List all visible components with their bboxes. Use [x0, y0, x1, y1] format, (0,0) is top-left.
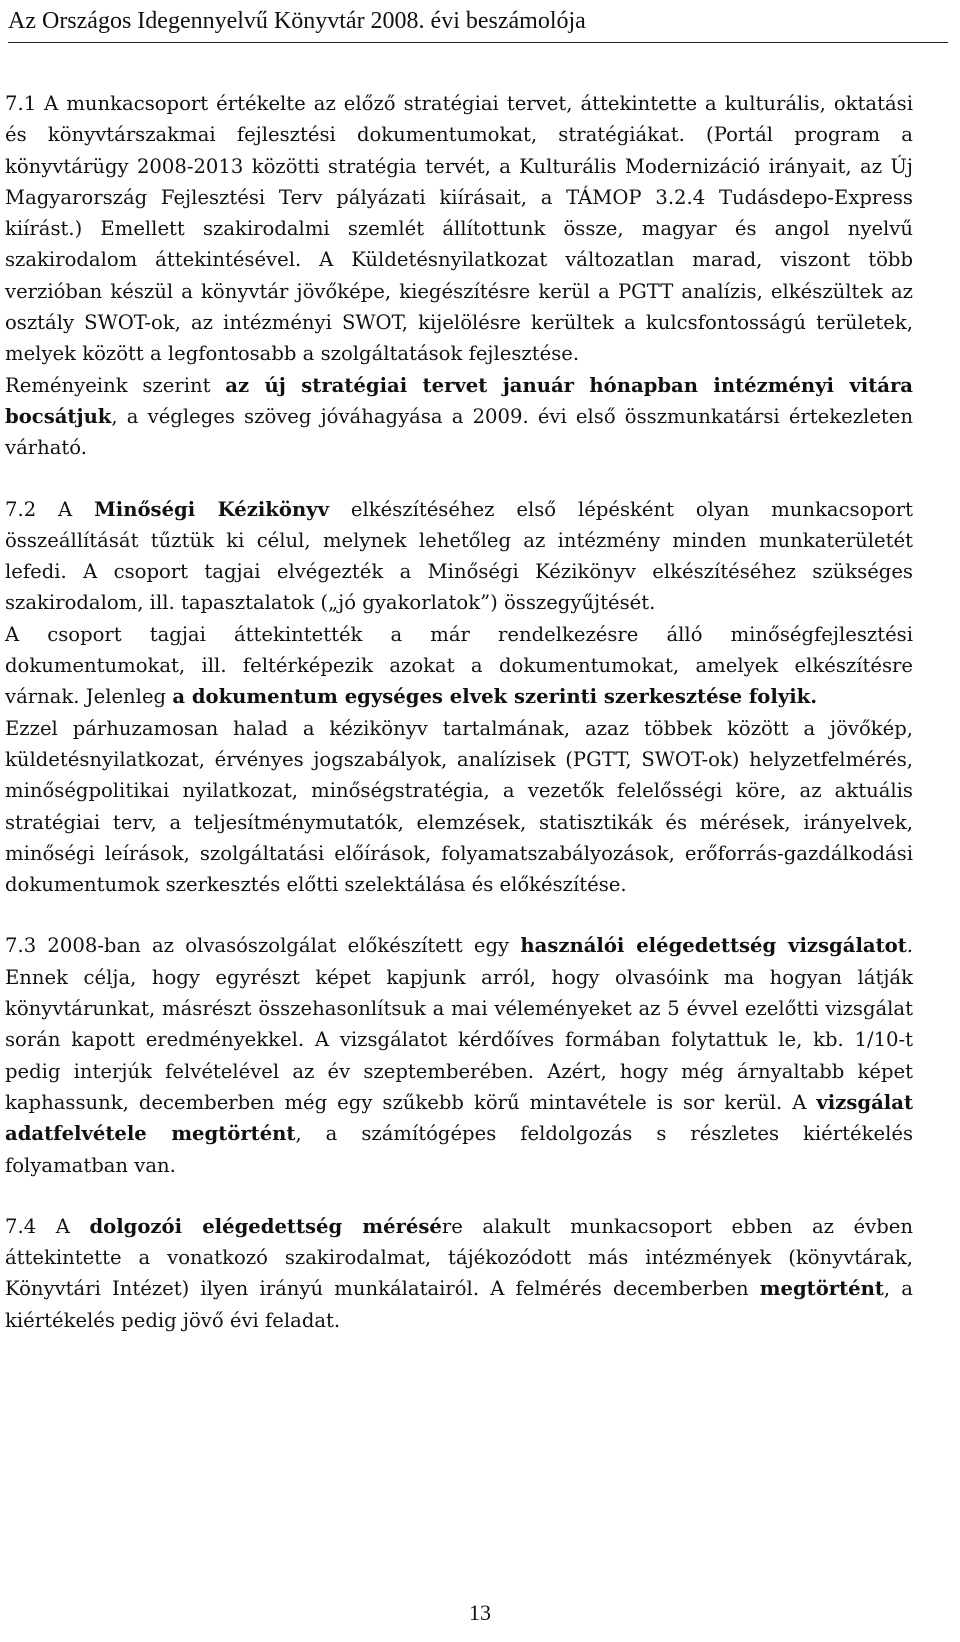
paragraph-gap	[5, 464, 913, 494]
paragraph-gap	[5, 900, 913, 930]
bold-span: használói elégedettség vizsgálatot	[520, 934, 907, 958]
text-span: 7.2 A	[5, 497, 95, 521]
paragraph-7-2	[5, 494, 913, 619]
bold-span: a dokumentum egységes elvek szerinti szerkesztése folyik.	[172, 685, 818, 709]
text-span: , a kiértékelés pedig jövő évi feladat.	[5, 1277, 913, 1332]
page-footer	[0, 1600, 960, 1626]
paragraph-7-1	[5, 88, 913, 370]
text-span: , a végleges szöveg jóváhagyása a 2009. évi első összmunkatársi értekezleten várható.	[5, 404, 913, 460]
page-header	[8, 6, 948, 43]
text-span: 7.3 2008-ban az olvasószolgálat előkészített egy	[5, 934, 521, 958]
paragraph-7-4	[5, 1211, 913, 1336]
bold-span: megtörtént	[759, 1277, 884, 1301]
paragraph-7-2-documents	[5, 619, 913, 713]
header-title: Az Országos Idegennyelvű Könyvtár 2008. évi beszámolója	[8, 8, 586, 34]
document-body	[5, 88, 913, 1336]
text-span: 7.4 A	[5, 1214, 90, 1238]
bold-span: az új stratégiai tervet január hónapban intézményi vitára bocsátjuk	[5, 373, 913, 428]
text-span: Reményeink szerint	[5, 373, 226, 397]
paragraph-7-2-handbook	[5, 713, 913, 901]
text-span: A csoport tagjai áttekintették a már rendelkezésre álló minőségfejlesztési dokumentumokat, ill. feltérképezik azokat a dokumentumokat, amelyek elkészítésre várnak. Jelenleg	[5, 622, 913, 709]
text-span: 7.1 A munkacsoport értékelte az előző stratégiai tervet, áttekintette a kulturális, oktatási és könyvtárszakmai fejlesztési dokumentumokat, stratégiákat. (Portál program a könyvtárügy 2008-2013 közötti stratégia tervét, a Kulturális Modernizáció irányait, az Új Magyarország Fejlesztési Terv pályázati kiírásait, a TÁMOP 3.2.4 Tudásdepo-Express kiírást.) Emellett szakirodalmi szemlét állítottunk össze, magyar és angol nyelvű szakirodalom áttekintésével. A Küldetésnyilatkozat változatlan marad, viszont több verzióban készül a könyvtár jövőképe, kiegészítésre kerül a PGTT analízis, elkészültek az osztály SWOT-ok, az intézményi SWOT, kijelölésre kerültek a kulcsfontosságú területek, melyek között a legfontosabb a szolgáltatások fejlesztése.	[5, 92, 913, 366]
text-span: . Ennek célja, hogy egyrészt képet kapjunk arról, hogy olvasóink ma hogyan látják könyvtárunkat, másrészt összehasonlítsuk a mai véleményeket az 5 évvel ezelőtti vizsgálat során kapott eredményekkel. A vizsgálatot kérdőíves formában folytattuk le, kb. 1/10-t pedig interjúk felvételével az év szeptemberében. Azért, hogy még árnyaltabb képet kaphassunk, decemberben még egy szűkebb körű mintavétele is sor kerül. A	[5, 934, 913, 1114]
bold-span: dolgozói elégedettség mérésé	[89, 1214, 442, 1238]
text-span: , a számítógépes feldolgozás s részletes kiértékelés folyamatban van.	[5, 1122, 914, 1177]
bold-span: vizsgálat adatfelvétele megtörtént	[5, 1090, 913, 1146]
paragraph-7-3	[5, 930, 913, 1180]
text-span: re alakult munkacsoport ebben az évben áttekintette a vonatkozó szakirodalmat, tájékozódott más intézmények (könyvtárak, Könyvtári Intézet) ilyen irányú munkálatairól. A felmérés decemberben	[5, 1214, 913, 1301]
page-number: 13	[469, 1600, 491, 1625]
paragraph-gap	[5, 1181, 913, 1211]
text-span: Ezzel párhuzamosan halad a kézikönyv tartalmának, azaz többek között a jövőkép, küldetésnyilatkozat, érvényes jogszabályok, analízisek (PGTT, SWOT-ok) helyzetfelmérés, minőségpolitikai nyilatkozat, minőségstratégia, a vezetők felelősségi köre, az aktuális stratégiai terv, a teljesítménymutatók, elemzések, statisztikák és mérések, irányelvek, minőségi leírások, szolgáltatási előírások, folyamatszabályozások, erőforrás-gazdálkodási dokumentumok szerkesztés előtti szelektálása és előkészítése.	[5, 716, 913, 897]
paragraph-7-1-expectation	[5, 370, 913, 464]
text-span: elkészítéséhez első lépésként olyan munkacsoport összeállítását tűztük ki célul, melynek lehetőleg az intézmény minden munkaterületét lefedi. A csoport tagjai elvégezték a Minőségi Kézikönyv elkészítéséhez szükséges szakirodalom, ill. tapasztalatok („jó gyakorlatok”) összegyűjtését.	[5, 497, 913, 615]
bold-span: Minőségi Kézikönyv	[94, 497, 329, 521]
